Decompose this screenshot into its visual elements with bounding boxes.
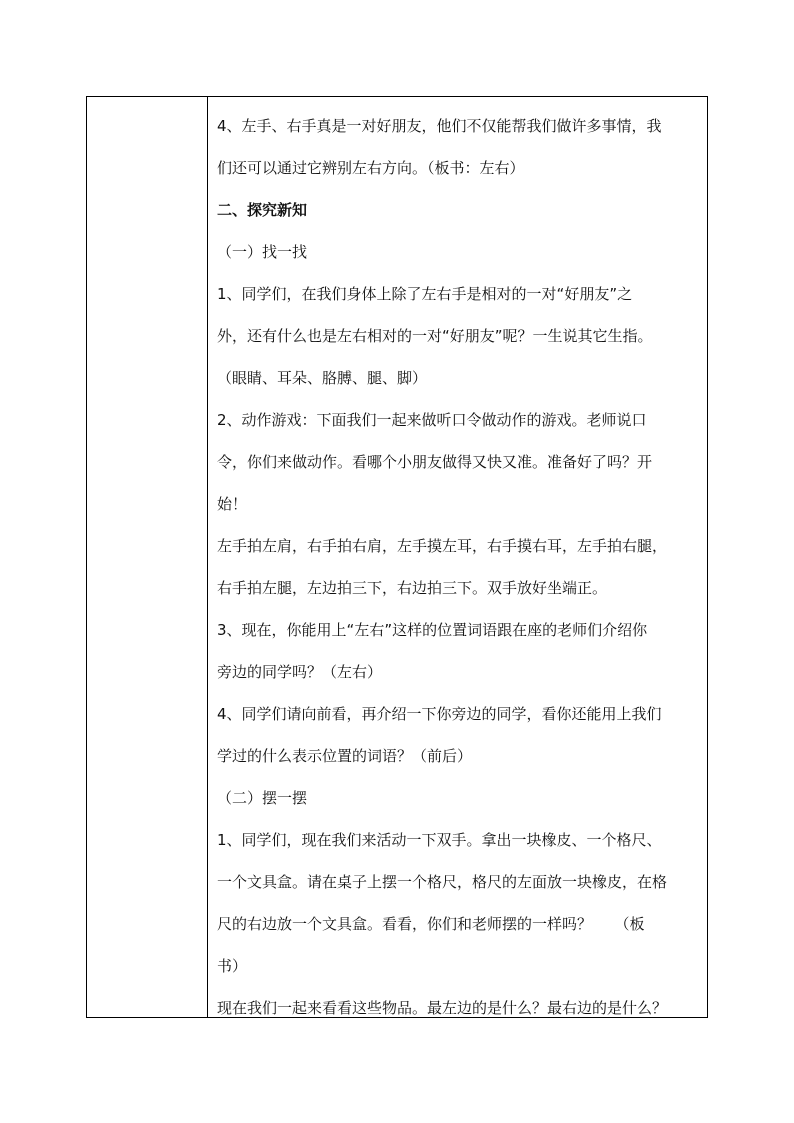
text-line: 2、动作游戏：下面我们一起来做听口令做动作的游戏。老师说口 <box>217 411 647 429</box>
text-line: 旁边的同学吗？（左右） <box>217 663 383 681</box>
text-line: 4、左手、右手真是一对好朋友，他们不仅能帮我们做许多事情，我 <box>217 117 662 135</box>
subsection-heading: （二）摆一摆 <box>217 789 308 807</box>
lesson-table <box>86 96 708 1018</box>
text-line: 3、现在，你能用上“左右”这样的位置词语跟在座的老师们介绍你 <box>217 621 648 639</box>
text-line: 尺的右边放一个文具盒。看看，你们和老师摆的一样吗？ （板 <box>217 915 645 933</box>
text-line: 学过的什么表示位置的词语？（前后） <box>217 747 473 765</box>
text-line: 书） <box>217 957 248 975</box>
text-line: 1、同学们，在我们身体上除了左右手是相对的一对“好朋友”之 <box>217 285 633 303</box>
text-line: 现在我们一起来看看这些物品。最左边的是什么？最右边的是什么？ <box>217 999 668 1017</box>
text-line: 外，还有什么也是左右相对的一对“好朋友”呢？一生说其它生指。 <box>217 327 653 345</box>
text-line: 4、同学们请向前看，再介绍一下你旁边的同学，看你还能用上我们 <box>217 705 662 723</box>
table-left-cell <box>87 97 208 1017</box>
text-line: 们还可以通过它辨别左右方向。（板书：左右） <box>217 159 525 177</box>
text-line: （眼睛、耳朵、胳膊、腿、脚） <box>217 369 428 387</box>
text-line: 1、同学们，现在我们来活动一下双手。拿出一块橡皮、一个格尺、 <box>217 831 662 849</box>
text-line: 一个文具盒。请在桌子上摆一个格尺，格尺的左面放一块橡皮，在格 <box>217 873 668 891</box>
subsection-heading: （一）找一找 <box>217 243 308 261</box>
text-line: 左手拍左肩，右手拍右肩，左手摸左耳，右手摸右耳，左手拍右腿， <box>217 537 668 555</box>
section-heading: 二、探究新知 <box>217 201 308 219</box>
text-line: 令，你们来做动作。看哪个小朋友做得又快又准。准备好了吗？开 <box>217 453 653 471</box>
table-content-cell <box>208 97 707 1017</box>
text-line: 右手拍左腿，左边拍三下，右边拍三下。双手放好坐端正。 <box>217 579 608 597</box>
text-line: 始！ <box>217 495 248 513</box>
